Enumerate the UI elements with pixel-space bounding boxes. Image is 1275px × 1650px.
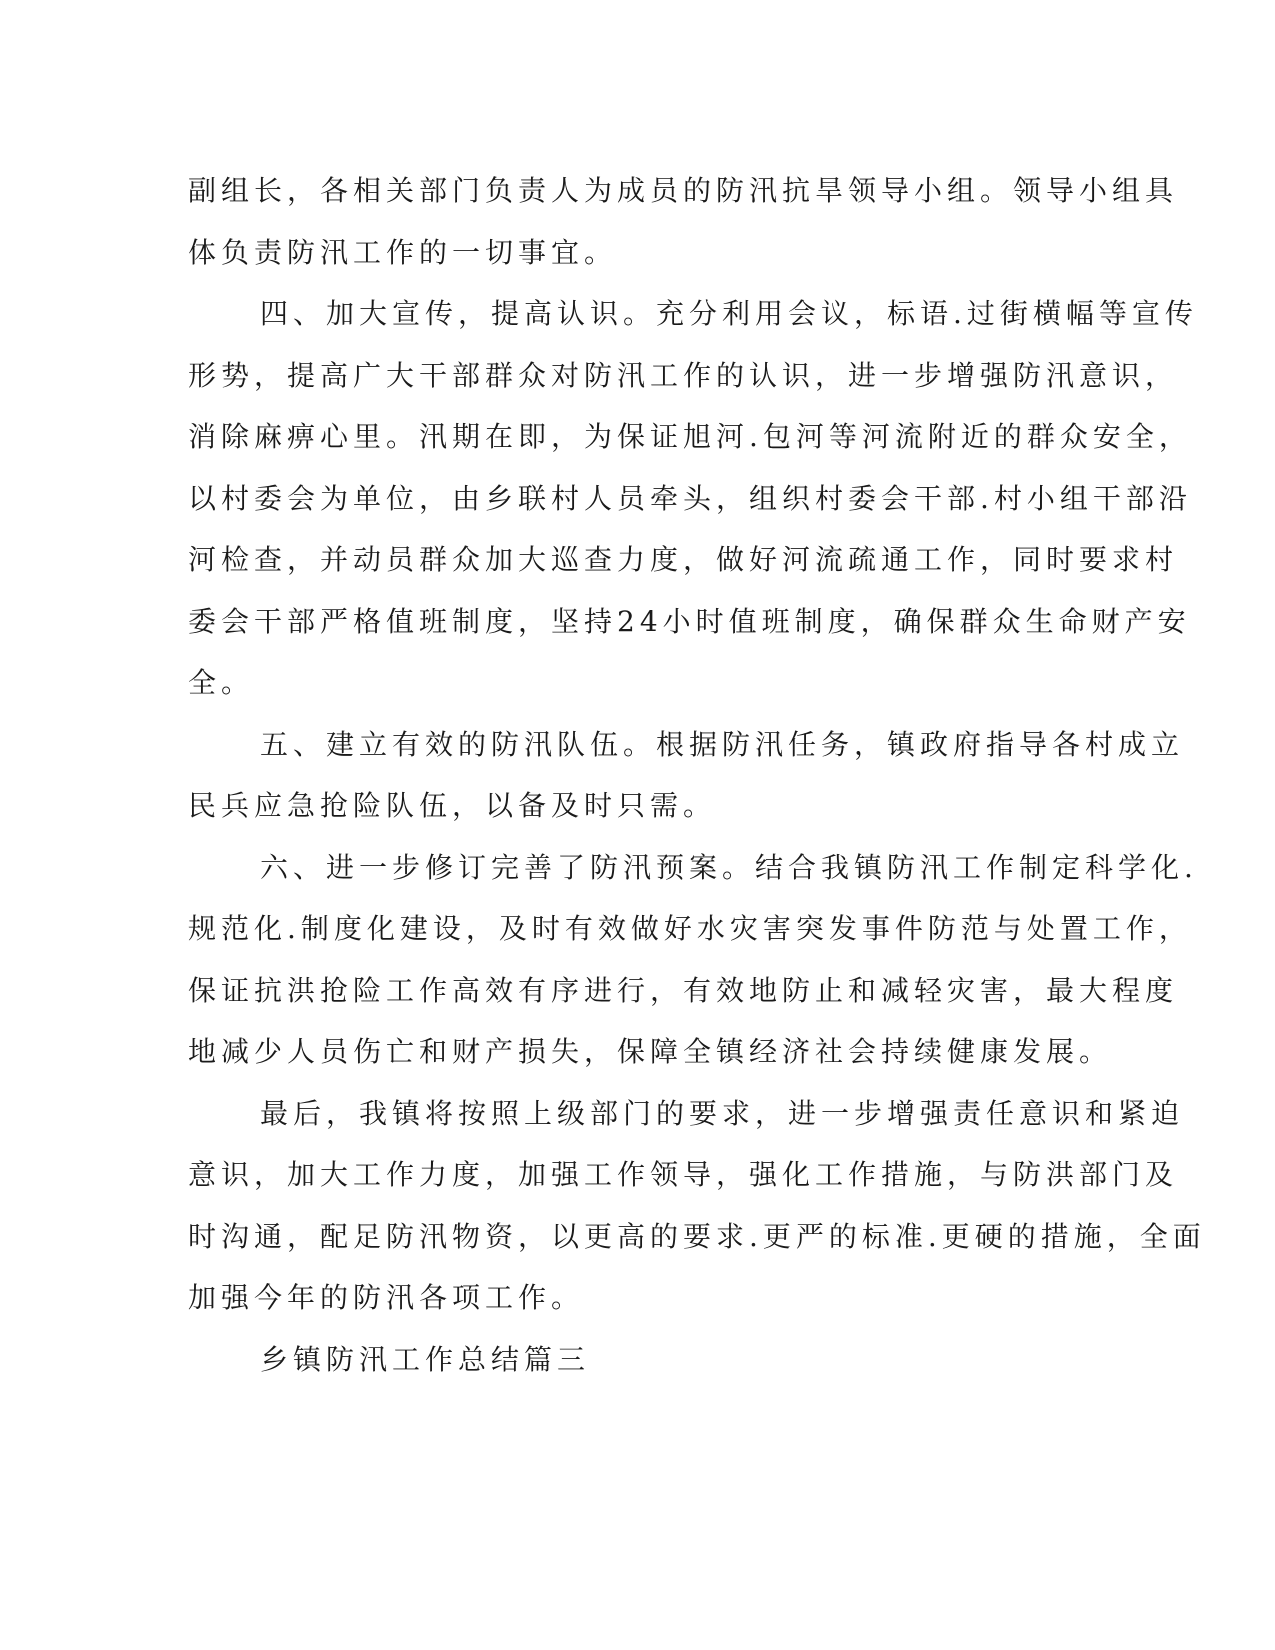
paragraph-start-line: 五、建立有效的防汛队伍。根据防汛任务，镇政府指导各村成立: [260, 727, 1185, 761]
text-line: 地减少人员伤亡和财产损失，保障全镇经济社会持续健康发展。: [188, 1035, 1113, 1068]
text-line: 规范化.制度化建设，及时有效做好水灾害突发事件防范与处置工作，: [188, 912, 1192, 945]
text-line: 全。: [188, 666, 255, 699]
paragraph-start-line: 四、加大宣传，提高认识。充分利用会议，标语.过街横幅等宣传: [260, 297, 1198, 330]
text-line: 河检查，并动员群众加大巡查力度，做好河流疏通工作，同时要求村: [188, 543, 1179, 576]
text-line: 时沟通，配足防汛物资，以更高的要求.更严的标准.更硬的措施，全面: [188, 1219, 1206, 1253]
text-line: 副组长，各相关部门负责人为成员的防汛抗旱领导小组。领导小组具: [188, 174, 1179, 207]
text-line: 民兵应急抢险队伍，以备及时只需。: [188, 789, 717, 822]
text-line: 委会干部严格值班制度，坚持24小时值班制度，确保群众生命财产安: [188, 604, 1191, 638]
text-line: 意识，加大工作力度，加强工作领导，强化工作措施，与防洪部门及: [188, 1158, 1179, 1191]
document-body: [188, 160, 1206, 1390]
text-line: 体负责防汛工作的一切事宜。: [188, 235, 618, 269]
text-line: 消除麻痹心里。汛期在即，为保证旭河.包河等河流附近的群众安全，: [188, 420, 1192, 453]
text-line: 以村委会为单位，由乡联村人员牵头，组织村委会干部.村小组干部沿: [188, 481, 1192, 515]
paragraph-start-line: 六、进一步修订完善了防汛预案。结合我镇防汛工作制定科学化.: [260, 850, 1198, 884]
section-heading: 乡镇防汛工作总结篇三: [260, 1342, 591, 1376]
text-line: 加强今年的防汛各项工作。: [188, 1281, 585, 1314]
paragraph-start-line: 最后，我镇将按照上级部门的要求，进一步增强责任意识和紧迫: [260, 1096, 1185, 1130]
text-line: 形势，提高广大干部群众对防汛工作的认识，进一步增强防汛意识，: [188, 358, 1179, 392]
text-line: 保证抗洪抢险工作高效有序进行，有效地防止和减轻灾害，最大程度: [188, 973, 1179, 1007]
